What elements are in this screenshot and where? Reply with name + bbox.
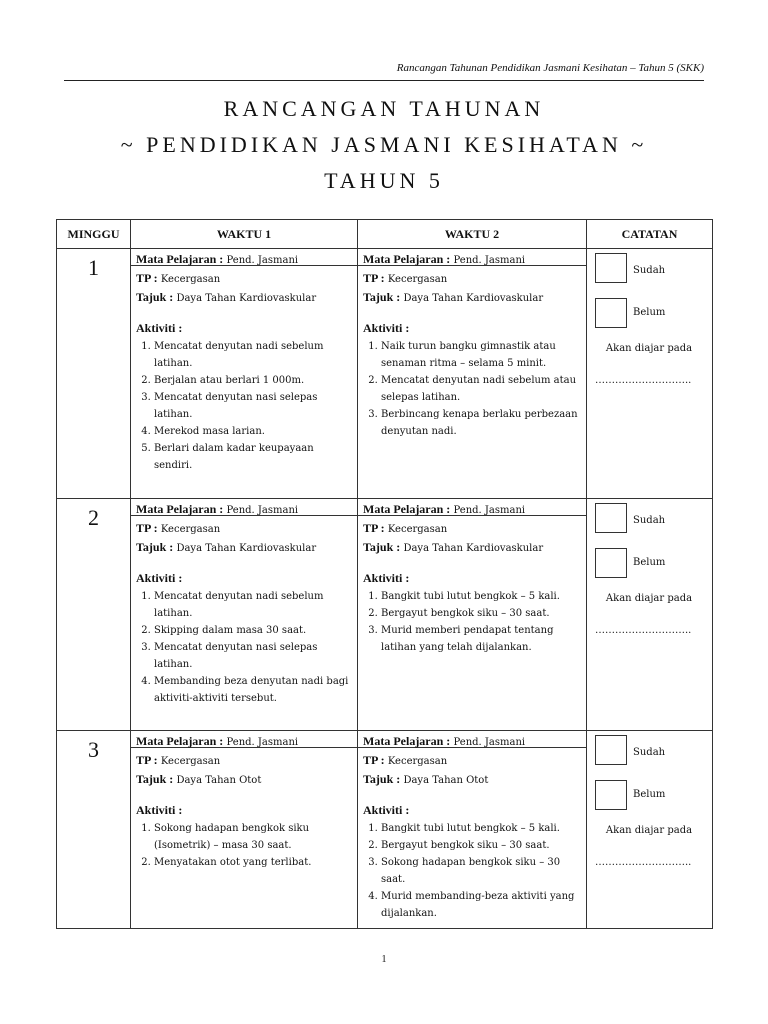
tp-line (363, 520, 581, 538)
sudah-label: Sudah (633, 747, 666, 758)
subject-line (131, 731, 357, 748)
week-number: 1 (57, 249, 131, 499)
tp-line (136, 520, 352, 538)
week-number: 3 (57, 731, 131, 929)
catatan-cell (587, 731, 713, 929)
tajuk-label: Tajuk : (363, 772, 401, 786)
activity-list (136, 338, 352, 474)
subject-line (358, 731, 586, 748)
tp-line (363, 752, 581, 770)
akan-diajar-label: Akan diajar pada (605, 343, 693, 354)
tajuk-value: Daya Tahan Kardiovaskular (176, 293, 317, 304)
mata-pelajaran-label: Mata Pelajaran : (136, 502, 224, 516)
tp-value: Kecergasan (160, 274, 221, 285)
aktiviti-label: Aktiviti : (136, 321, 183, 335)
activity-item: 2. Berjalan atau berlari 1 000m. (154, 372, 352, 389)
aktiviti-label: Aktiviti : (363, 321, 410, 335)
activity-item: 3. Sokong hadapan bengkok siku – 30 saat. (381, 854, 581, 888)
belum-label: Belum (633, 307, 666, 318)
tajuk-label: Tajuk : (136, 290, 174, 304)
mata-pelajaran-label: Mata Pelajaran : (363, 734, 451, 748)
waktu-2-cell (358, 731, 587, 929)
waktu-1-cell (131, 731, 358, 929)
akan-diajar-blank: ……………………….. (595, 625, 692, 636)
activity-item: 4. Membanding beza denyutan nadi bagi aktiviti-aktiviti tersebut. (154, 673, 352, 707)
tp-label: TP : (363, 271, 385, 285)
tp-line (136, 752, 352, 770)
activity-item: 1. Mencatat denyutan nadi sebelum latihan. (154, 588, 352, 622)
waktu-2-cell (358, 499, 587, 731)
activity-item: 1. Sokong hadapan bengkok siku (Isometrik) – masa 30 saat. (154, 820, 352, 854)
activity-list (363, 338, 581, 440)
activity-item: 2. Menyatakan otot yang terlibat. (154, 854, 352, 871)
tajuk-line (136, 289, 352, 307)
sudah-label: Sudah (633, 265, 666, 276)
subject-line (131, 249, 357, 266)
table-row (57, 249, 713, 499)
activity-item: 2. Mencatat denyutan nadi sebelum atau selepas latihan. (381, 372, 581, 406)
tajuk-label: Tajuk : (363, 540, 401, 554)
catatan-cell (587, 249, 713, 499)
belum-checkbox[interactable] (595, 548, 627, 578)
activity-item: 2. Skipping dalam masa 30 saat. (154, 622, 352, 639)
aktiviti-label: Aktiviti : (363, 571, 410, 585)
tajuk-label: Tajuk : (363, 290, 401, 304)
tp-value: Kecergasan (160, 756, 221, 767)
header-waktu-1: WAKTU 1 (131, 220, 358, 249)
activity-list (363, 588, 581, 656)
tajuk-line (363, 539, 581, 557)
annual-plan-table (56, 219, 713, 929)
sudah-checkbox[interactable] (595, 735, 627, 765)
mata-pelajaran-label: Mata Pelajaran : (363, 252, 451, 266)
activity-item: 3. Mencatat denyutan nasi selepas latihan. (154, 639, 352, 673)
sudah-label: Sudah (633, 515, 666, 526)
lesson-body (131, 516, 357, 711)
lesson-body (358, 516, 586, 660)
activity-item: 1. Bangkit tubi lutut bengkok – 5 kali. (381, 820, 581, 837)
activity-item: 3. Murid memberi pendapat tentang latihan yang telah dijalankan. (381, 622, 581, 656)
activity-item: 5. Berlari dalam kadar keupayaan sendiri. (154, 440, 352, 474)
tajuk-value: Daya Tahan Otot (176, 775, 262, 786)
tajuk-line (136, 771, 352, 789)
activity-item: 1. Bangkit tubi lutut bengkok – 5 kali. (381, 588, 581, 605)
akan-diajar-blank: ……………………….. (595, 857, 692, 868)
subject-value: Pend. Jasmani (453, 255, 526, 266)
table-header-row (57, 220, 713, 249)
belum-label: Belum (633, 789, 666, 800)
tp-line (363, 270, 581, 288)
subject-value: Pend. Jasmani (226, 737, 299, 748)
akan-diajar-label: Akan diajar pada (605, 593, 693, 604)
mata-pelajaran-label: Mata Pelajaran : (363, 502, 451, 516)
header-rule (64, 80, 704, 81)
tajuk-line (136, 539, 352, 557)
sudah-checkbox[interactable] (595, 253, 627, 283)
table-row (57, 731, 713, 929)
lesson-body (131, 266, 357, 478)
header-minggu: MINGGU (57, 220, 131, 249)
activity-item: 1. Mencatat denyutan nadi sebelum latihan. (154, 338, 352, 372)
belum-checkbox[interactable] (595, 298, 627, 328)
tajuk-value: Daya Tahan Kardiovaskular (403, 293, 544, 304)
tajuk-value: Daya Tahan Kardiovaskular (176, 543, 317, 554)
activity-item: 3. Mencatat denyutan nasi selepas latihan. (154, 389, 352, 423)
subject-line (131, 499, 357, 516)
activity-item: 4. Merekod masa larian. (154, 423, 352, 440)
waktu-1-cell (131, 249, 358, 499)
tp-value: Kecergasan (387, 756, 448, 767)
tajuk-line (363, 289, 581, 307)
tajuk-line (363, 771, 581, 789)
tajuk-label: Tajuk : (136, 772, 174, 786)
tp-label: TP : (363, 521, 385, 535)
activity-list (136, 588, 352, 707)
activity-list (363, 820, 581, 922)
table-row (57, 499, 713, 731)
page-title-line-3: TAHUN 5 (324, 168, 444, 193)
subject-value: Pend. Jasmani (226, 255, 299, 266)
waktu-1-cell (131, 499, 358, 731)
aktiviti-label: Aktiviti : (363, 803, 410, 817)
subject-value: Pend. Jasmani (453, 737, 526, 748)
header-waktu-2: WAKTU 2 (358, 220, 587, 249)
tp-value: Kecergasan (387, 274, 448, 285)
subject-value: Pend. Jasmani (226, 505, 299, 516)
tajuk-label: Tajuk : (136, 540, 174, 554)
mata-pelajaran-label: Mata Pelajaran : (136, 734, 224, 748)
belum-label: Belum (633, 557, 666, 568)
activity-item: 1. Naik turun bangku gimnastik atau senaman ritma – selama 5 minit. (381, 338, 581, 372)
aktiviti-label: Aktiviti : (136, 571, 183, 585)
subject-line (358, 249, 586, 266)
tp-label: TP : (136, 753, 158, 767)
tp-label: TP : (363, 753, 385, 767)
header-catatan: CATATAN (587, 220, 713, 249)
lesson-body (131, 748, 357, 875)
lesson-body (358, 748, 586, 926)
sudah-checkbox[interactable] (595, 503, 627, 533)
tajuk-value: Daya Tahan Otot (403, 775, 489, 786)
week-number: 2 (57, 499, 131, 731)
waktu-2-cell (358, 249, 587, 499)
lesson-body (358, 266, 586, 444)
activity-item: 4. Murid membanding-beza aktiviti yang dijalankan. (381, 888, 581, 922)
activity-item: 2. Bergayut bengkok siku – 30 saat. (381, 605, 581, 622)
page-title-line-1: RANCANGAN TAHUNAN (223, 96, 545, 121)
aktiviti-label: Aktiviti : (136, 803, 183, 817)
tp-label: TP : (136, 271, 158, 285)
akan-diajar-blank: ……………………….. (595, 375, 692, 386)
activity-list (136, 820, 352, 871)
running-header: Rancangan Tahunan Pendidikan Jasmani Kesihatan – Tahun 5 (SKK) (396, 62, 704, 74)
tajuk-value: Daya Tahan Kardiovaskular (403, 543, 544, 554)
belum-checkbox[interactable] (595, 780, 627, 810)
activity-item: 2. Bergayut bengkok siku – 30 saat. (381, 837, 581, 854)
mata-pelajaran-label: Mata Pelajaran : (136, 252, 224, 266)
page-title-line-2: ~ PENDIDIKAN JASMANI KESIHATAN ~ (120, 132, 648, 157)
subject-line (358, 499, 586, 516)
tp-line (136, 270, 352, 288)
catatan-cell (587, 499, 713, 731)
subject-value: Pend. Jasmani (453, 505, 526, 516)
tp-value: Kecergasan (160, 524, 221, 535)
tp-label: TP : (136, 521, 158, 535)
activity-item: 3. Berbincang kenapa berlaku perbezaan denyutan nadi. (381, 406, 581, 440)
tp-value: Kecergasan (387, 524, 448, 535)
page-number: 1 (381, 954, 387, 965)
akan-diajar-label: Akan diajar pada (605, 825, 693, 836)
